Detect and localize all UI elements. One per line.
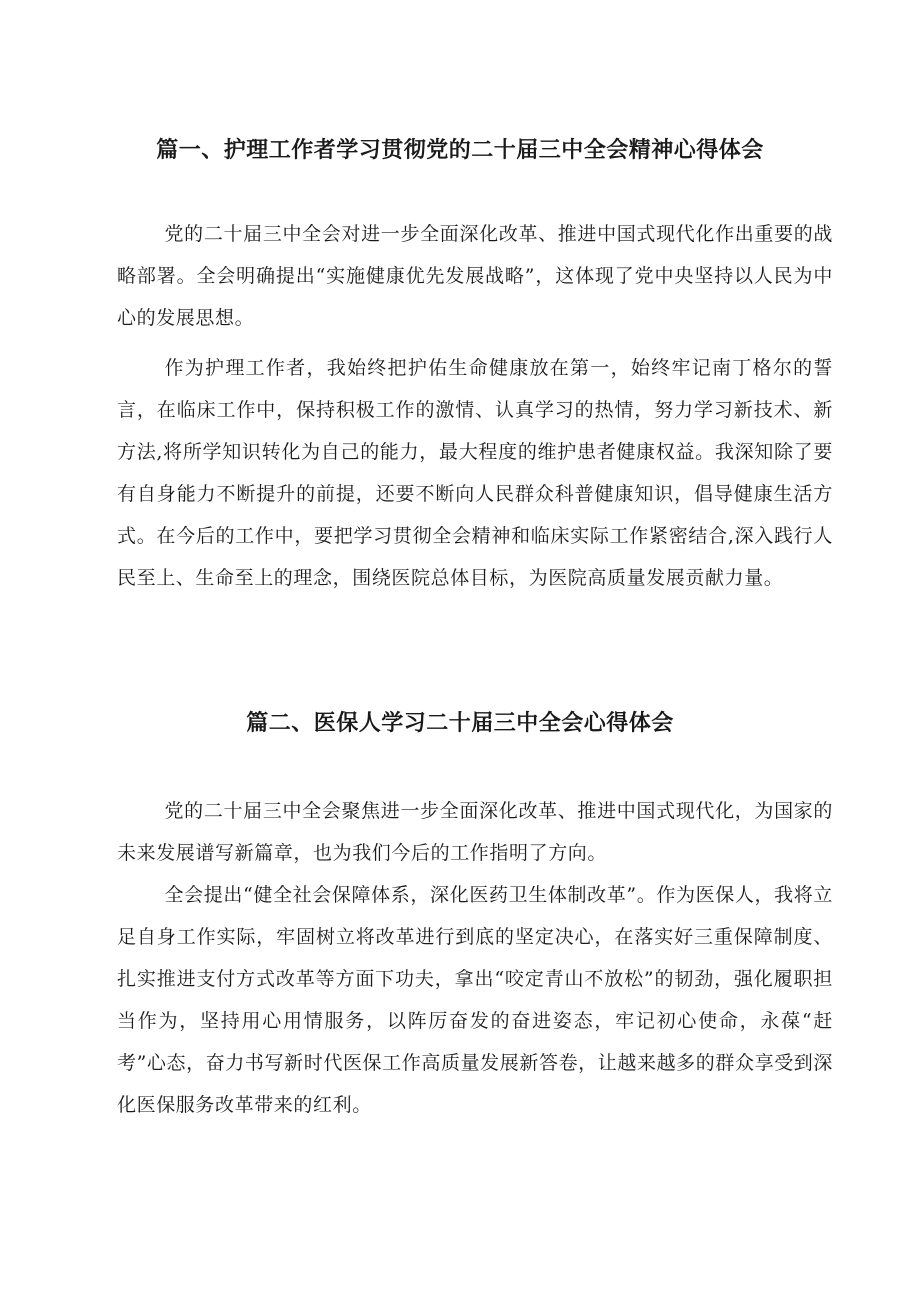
section-1-paragraph-1: 党的二十届三中全会对进一步全面深化改革、推进中国式现代化作出重要的战略部署。全会明确提出“实施健康优先发展战略”，这体现了党中央坚持以人民为中心的发展思想。 — [117, 223, 833, 329]
section-2-paragraph-2: 全会提出“健全社会保障体系，深化医药卫生体制改革”。作为医保人，我将立足自身工作实际，牢固树立将改革进行到底的坚定决心，在落实好三重保障制度、扎实推进支付方式改革等方面下功夫，拿出“咬定青山不放松”的韧劲，强化履职担当作为，坚持用心用情服务，以阵厉奋发的奋进姿态，牢记初心使命，永葆“赶考”心态，奋力书写新时代医保工作高质量发展新答卷，让越来越多的群众享受到深化医保服务改革带来的红利。 — [117, 884, 833, 1116]
section-2-title: 篇二、医保人学习二十届三中全会心得体会 — [246, 711, 674, 736]
section-1-title: 篇一、护理工作者学习贯彻党的二十届三中全会精神心得体会 — [156, 138, 764, 163]
section-1-paragraph-2: 作为护理工作者，我始终把护佑生命健康放在第一，始终牢记南丁格尔的誓言，在临床工作中，保持积极工作的激情、认真学习的热情，努力学习新技术、新方法,将所学知识转化为自己的能力，最大程度的维护患者健康权益。我深知除了要有自身能力不断提升的前提，还要不断向人民群众科普健康知识，倡导健康生活方式。在今后的工作中，要把学习贯彻全会精神和临床实际工作紧密结合,深入践行人民至上、生命至上的理念，围绕医院总体目标，为医院高质量发展贡献力量。 — [117, 357, 833, 589]
section-2-paragraph-1: 党的二十届三中全会聚焦进一步全面深化改革、推进中国式现代化，为国家的未来发展谱写新篇章，也为我们今后的工作指明了方向。 — [117, 800, 833, 864]
